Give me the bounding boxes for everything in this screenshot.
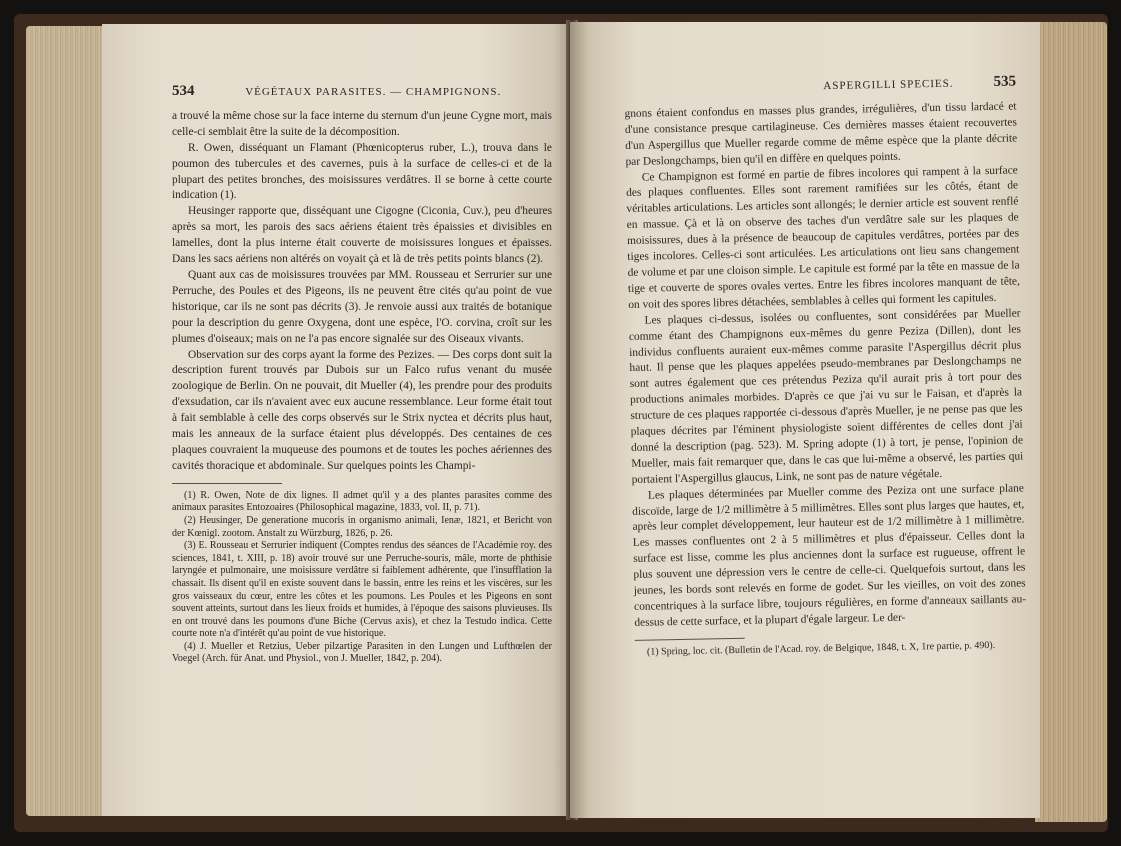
right-page [570,22,1040,818]
right-page-number: 535 [993,73,1017,90]
footnote: (1) R. Owen, Note de dix lignes. Il admet qu'il y a des plantes parasites comme des animaux parasites Entozoaires (Philosophical magazine, 1833, vol. II, p. 71). [172,489,552,514]
left-running-title: VÉGÉTAUX PARASITES. — CHAMPIGNONS. [245,86,502,98]
footnote-rule [172,483,282,484]
left-paragraph: R. Owen, disséquant un Flamant (Phœnicopterus ruber, L.), trouva dans le poumon des tubercules et des cavernes, puis à la surface de celles-ci et de la plupart des petites bronches, des moisissures verdâtres. Il se borne à cette courte indication (1). [172,141,552,202]
left-paragraph: a trouvé la même chose sur la face interne du sternum d'un jeune Cygne mort, mais celle-ci semblait être la suite de la décomposition. [172,109,552,138]
left-page-number: 534 [172,83,195,99]
right-paragraph: gnons étaient confondus en masses plus grandes, irrégulières, d'un tissu lardacé et d'une consistance presque cartilagineuse. Ces dernières masses étaient recouvertes d'un Aspergillus que Mueller regarde comme de même espèce que la plante décrite par Deslongchamps, bien qu'il en diffère en quelques points. [624,100,1018,168]
right-running-title: ASPERGILLI SPECIES. [823,77,954,93]
left-page [102,24,572,816]
right-footnotes [635,639,1027,659]
footnote: (2) Heusinger, De generatione mucoris in organismo animali, Ienæ, 1821, et Bericht von der Kœnigl. zootom. Anstalt zu Würzburg, 1826, p. 26. [172,514,552,539]
right-paragraph: Ce Champignon est formé en partie de fibres incolores qui rampent à la surface des plaques confluentes. Elles sont rarement ramifiées sur les côtés, étant de véritables articulations. Les articles sont allongés; le dernier article est souvent renflé en massue. Çà et là on observe des taches d'un verdâtre sale sur les plaques de moisissures, dues à la présence de beaucoup de capitules verdâtres, portées par des tiges incolores. Celles-ci sont articulées. Les articulations ont lieu sans changement de volume et par une cloison simple. Le capitule est formé par la tête en massue de la tige et couverte de spores ovales vertes. Entre les fibres incolores manquant de tête, on voit des spores libres détachées, semblables à celles qui forment les capitules. [626,163,1021,311]
right-running-head [624,74,1016,98]
right-paragraph: Les plaques ci-dessus, isolées ou confluentes, sont considérées par Mueller comme étant des Champignons eux-mêmes du genre Peziza (Dillen), dont les individus confluents auraient eux-mêmes comme parasite l'Aspergillus décrit plus haut. Il pense que les plaques appelées pseudo-membranes par Deslongchamps ne sont autres également que ces prétendus Peziza qu'il aurait pris à tort pour des productions animales morbides. D'après ce que j'ai vu sur le Faisan, et d'après la structure de ces plaques rapportée ci-dessous d'après Mueller, je ne pense pas que les plaques décrites par l'éminent physiologiste soient différentes de celles dont j'ai donné la description (pag. 523). M. Spring adopte (1) à tort, je pense, l'opinion de Mueller, mais fait remarquer que, dans le cas que lui-même a observé, les parties qui portaient l'Aspergillus glaucus, Link, ne sont pas de nature végétale. [628,307,1024,486]
footnote-rule [635,638,745,641]
right-paragraph: Les plaques déterminées par Mueller comme des Peziza ont une surface plane discoïde, large de 1/2 millimètre à 5 millimètres. Elles sont plus larges que hautes, et, après leur complet développement, leur hauteur est de 1/2 millimètre à 1 millimètre. Les masses confluentes ont 2 à 5 millimètres et plus d'épaisseur. Celles dont la surface est lisse, comme les plus anciennes dont la surface est rugueuse, offrent le plus souvent une dépression vers le centre de celle-ci. Quelquefois surtout, dans les jeunes, les bords sont relevés en forme de godet. Sur les vieilles, on voit des zones concentriques à la surface libre, toujours régulières, en forme d'anneaux saillants au-dessus de cette surface, et la plupart d'égale largeur. Le der- [632,482,1027,629]
left-footnotes [172,490,552,666]
left-paragraph: Heusinger rapporte que, disséquant une Cigogne (Ciconia, Cuv.), peu d'heures après sa mort, les parois des sacs aériens étaient très épaissies et divisibles en lamelles, dont la plus interne était couverte de moisissures longues et épaisses. Dans les sacs aériens non altérés on voyait çà et là de très petits points blancs (2). [172,205,552,266]
footnote: (3) E. Rousseau et Serrurier indiquent (Comptes rendus des séances de l'Académie roy. des sciences, 1841, t. XIII, p. 18) avoir trouvé sur une Perruche-souris, mâle, morte de phthisie laryngée et pulmonaire, une moisissure verdâtre si faiblement adhérente, que l'insufflation la chassait. Ils disent qu'il en existe souvent dans le bassin, entre les reins et les viscères, sur les gros vaisseaux du cœur, entre les côtes et les poumons. Les Poules et les Pigeons en sont souvent atteints, surtout dans les lieux froids et humides, à l'époque des saisons pluvieuses. Ils en ont trouvé dans les poumons d'une Biche (Cervus axis), et chez la Testudo indica. Cette courte note n'a d'intérêt qu'au point de vue historique. [172,540,552,640]
left-paragraph: Quant aux cas de moisissures trouvées par MM. Rousseau et Serrurier sur une Perruche, des Poules et des Pigeons, ils ne peuvent être cités qu'au point de vue historique, car ils ne sont pas décrits (3). Je renvoie aussi aux traités de botanique pour la description du genre Oxygena, dont une espèce, l'O. corvina, croît sur les plumes d'oiseaux; mais on ne l'a pas encore signalée sur des Oiseaux vivants. [172,268,552,345]
page-edges-right [1035,22,1107,822]
left-paragraph: Observation sur des corps ayant la forme des Pezizes. — Des corps dont suit la description furent trouvés par Dubois sur un Falco rufus venant du musée zoologique de Berlin. On ne pouvait, dit Mueller (4), les prendre pour des produits d'exsudation, car ils n'avaient avec eux aucune ressemblance. Leur forme était tout à fait semblable à celle des corps observés sur le Strix nyctea et décrits plus haut, mais les anneaux de la surface étaient plus développés. Des centaines de ces plaques couvraient la muqueuse des poumons et de toutes les poches aériennes des cavités thoracique et abdominale. Sur quelques points les Champi- [172,348,552,472]
footnote: (1) Spring, loc. cit. (Bulletin de l'Acad. roy. de Belgique, 1848, t. X, 1re partie, p. 490). [646,639,996,658]
right-page-content [624,74,1027,659]
footnote: (4) J. Mueller et Retzius, Ueber pilzartige Parasiten in den Lungen und Lufthœlen der Voegel (Arch. für Anat. und Physiol., von J. Mueller, 1842, p. 204). [172,640,552,665]
left-page-content [172,84,552,666]
left-running-head [172,84,552,101]
